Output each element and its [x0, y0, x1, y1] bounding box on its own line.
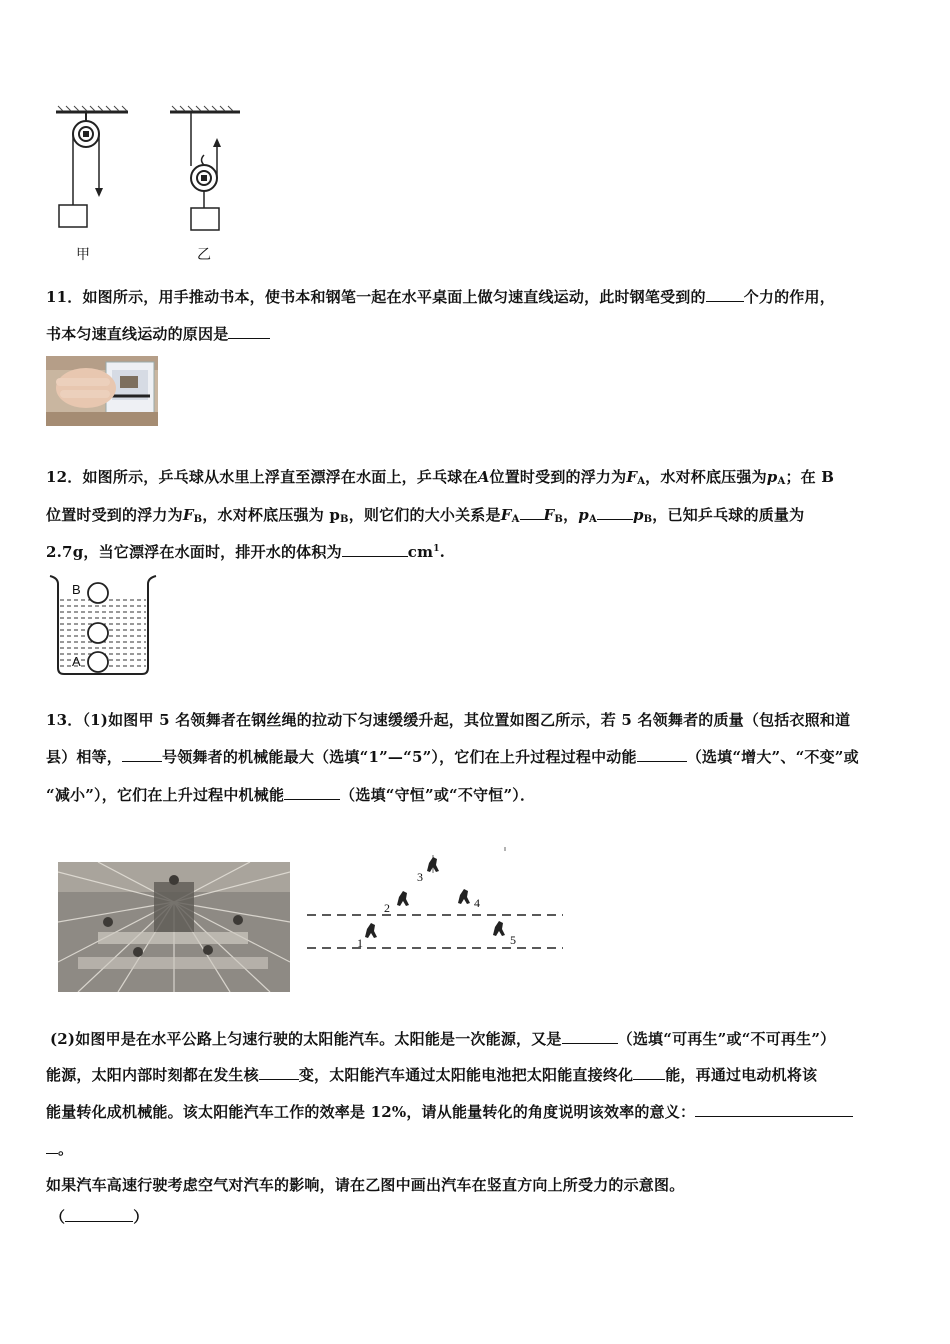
dancer-label-5: 5 [510, 933, 516, 947]
q13-blank-diagram[interactable] [65, 1207, 133, 1222]
q11-blank-1[interactable] [706, 287, 744, 302]
dancers-stage-photo [58, 862, 290, 992]
pulley-diagram [50, 100, 250, 265]
q12-line-2: 位置时受到的浮力为$F_B$，水对杯底压强为 $p_B$，则它们的大小关系是$F_A$ $F_B$，$p_A$ $p_B$，已知乒乓球的质量为 [46, 506, 805, 525]
q11-line-1: 11．如图所示，用手推动书本，使书本和钢笔一起在水平桌面上做匀速直线运动，此时钢笔受到的 个力的作用， [46, 288, 835, 306]
pulley-caption-right: 乙 [197, 247, 211, 263]
q13-p3-line: 如果汽车高速行驶考虑空气对汽车的影响，请在乙图中画出汽车在竖直方向上所受力的示意图。 [46, 1176, 685, 1194]
q13-line-2: 县）相等， 号领舞者的机械能最大（选填“1”—“5”），它们在上升过程过程中动能 （选填“增大”、“不变”或 [46, 748, 859, 766]
q13-p4-line: （ ） [50, 1208, 149, 1226]
dancer-label-4: 4 [474, 896, 480, 910]
q11-blank-2[interactable] [228, 324, 270, 339]
q13-p2-line-3: 能量转化成机械能。该太阳能汽车工作的效率是 12%，请从能量转化的角度说明该效率的意义： [46, 1101, 853, 1122]
beaker-diagram [48, 574, 158, 678]
q12-line-1: 12．如图所示，乒乓球从水里上浮直至漂浮在水面上，乒乓球在A位置时受到的浮力为$F_A$，水对杯底压强为$p_A$；在 B [46, 468, 835, 487]
dancer-label-3: 3 [417, 870, 423, 884]
q12-blank-volume[interactable] [342, 542, 408, 557]
dancer-label-1: 1 [357, 936, 363, 950]
book-push-photo [46, 356, 158, 426]
beaker-label-a: A [72, 654, 81, 669]
q13-p2-line-1: (2)如图甲是在水平公路上匀速行驶的太阳能汽车。太阳能是一次能源，又是 （选填“可再生”或“不可再生”） [50, 1030, 836, 1048]
q13-blank-nuclear[interactable] [259, 1065, 299, 1080]
q13-blank-renewable[interactable] [562, 1029, 618, 1044]
beaker-label-b: B [72, 582, 81, 597]
q13-blank-efficiency[interactable] [695, 1102, 853, 1117]
q13-p2-line-4: 。 [46, 1138, 73, 1159]
q13-p2-line-2: 能源，太阳内部时刻都在发生核 变，太阳能汽车通过太阳能电池把太阳能直接终化 能，再通过电动机将该 [46, 1066, 818, 1084]
q13-line-1: 13．（1)如图甲 5 名领舞者在钢丝绳的拉动下匀速缓缓升起，其位置如图乙所示，若 5 名领舞者的质量（包括衣照和道 [46, 711, 851, 729]
q13-blank-energy-form[interactable] [633, 1065, 665, 1080]
dancer-label-2: 2 [384, 901, 390, 915]
q13-blank-dancer[interactable] [122, 747, 162, 762]
q13-blank-mechanical[interactable] [284, 785, 340, 800]
dancers-position-diagram [305, 845, 570, 965]
q13-blank-kinetic[interactable] [637, 747, 687, 762]
q12-blank-force[interactable] [520, 505, 544, 520]
q13-line-3: “减小”），它们在上升过程中机械能 （选填“守恒”或“不守恒”）． [46, 786, 536, 804]
pulley-caption-left: 甲 [76, 247, 90, 263]
q13-blank-efficiency-cont[interactable] [46, 1139, 58, 1154]
q11-line-2: 书本匀速直线运动的原因是 [46, 323, 270, 344]
q12-line-3: 2.7g，当它漂浮在水面时，排开水的体积为 $cm^1$. [46, 543, 446, 561]
q12-blank-pressure[interactable] [597, 505, 633, 520]
